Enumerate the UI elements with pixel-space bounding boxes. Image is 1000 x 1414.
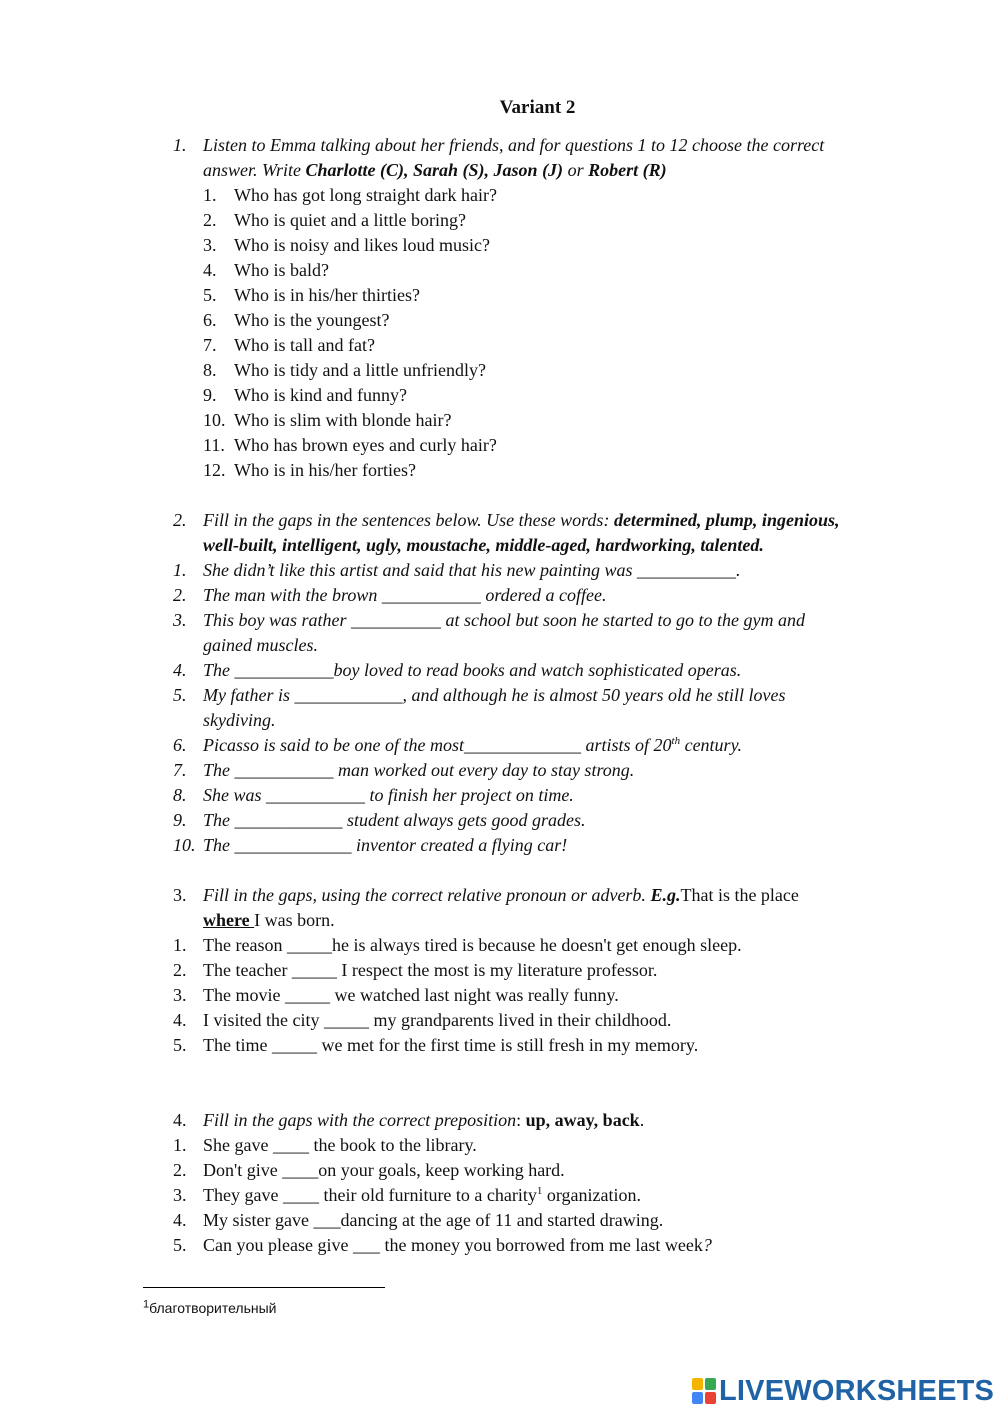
footnote-separator <box>143 1287 385 1288</box>
task-3-number: 3. <box>173 885 187 905</box>
sentence-number: 3. <box>173 1185 187 1205</box>
sentence-text: The _____________ inventor created a flying car! <box>203 835 568 855</box>
sentence-text: The teacher _____ I respect the most is my literature professor. <box>203 960 658 980</box>
footnote <box>143 1298 277 1318</box>
logo-square <box>692 1392 703 1404</box>
instruction-text: Fill in the gaps with the correct preposition <box>203 1110 517 1130</box>
sentence-text <box>203 1183 641 1208</box>
question-number: 7. <box>203 335 217 355</box>
task-4-number: 4. <box>173 1110 187 1130</box>
question-number: 5. <box>203 285 217 305</box>
sentence-number: 4. <box>173 1210 187 1230</box>
sentence-text: The ___________boy loved to read books and watch sophisticated operas. <box>203 660 742 680</box>
question-number: 12. <box>203 460 226 480</box>
sentence-text-continued: gained muscles. <box>203 635 318 655</box>
question-text: Who has got long straight dark hair? <box>234 185 497 205</box>
sentence-text: The ____________ student always gets good grades. <box>203 810 586 830</box>
sentence-number: 6. <box>173 735 187 755</box>
answer-option-robert: Robert (R) <box>588 160 667 180</box>
question-number: 3. <box>203 235 217 255</box>
word-bank: up, away, back <box>525 1110 640 1130</box>
question-number: 10. <box>203 410 226 430</box>
sentence-number: 4. <box>173 660 187 680</box>
task-3-example-line2 <box>203 908 335 933</box>
sentence-number: 5. <box>173 685 187 705</box>
logo-text: LIVEWORKSHEETS <box>719 1374 995 1407</box>
sentence-end-mark: ? <box>702 1235 712 1255</box>
sentence-text: The movie _____ we watched last night was really funny. <box>203 985 619 1005</box>
sentence-number: 8. <box>173 785 187 805</box>
sentence-text: My father is ____________, and although he is almost 50 years old he still loves <box>203 685 786 705</box>
sentence-number: 2. <box>173 960 187 980</box>
sentence-number: 1. <box>173 935 187 955</box>
question-number: 9. <box>203 385 217 405</box>
sentence-text-continued: skydiving. <box>203 710 276 730</box>
sentence-text: She was ___________ to finish her project on time. <box>203 785 574 805</box>
sentence-text-part: My sister gave ___dancing at the age of 11 and started drawing. <box>203 1210 664 1230</box>
sentence-text: The ___________ man worked out every day to stay strong. <box>203 760 635 780</box>
sentence-text <box>203 1133 477 1158</box>
example-answer: where <box>203 910 255 930</box>
question-text: Who is in his/her thirties? <box>234 285 420 305</box>
sentence-text: This boy was rather __________ at school but soon he started to go to the gym and <box>203 610 805 630</box>
sentence-text <box>203 733 742 758</box>
instruction-colon: : <box>516 1110 526 1130</box>
logo-square <box>705 1392 716 1404</box>
example-text: That is the place <box>680 885 799 905</box>
instruction-text: Fill in the gaps in the sentences below. Use these words: <box>203 510 614 530</box>
sentence-number: 3. <box>173 610 187 630</box>
sentence-text: She didn’t like this artist and said that his new painting was ___________. <box>203 560 741 580</box>
sentence-number: 3. <box>173 985 187 1005</box>
sentence-text-part: They gave ____ their old furniture to a charity <box>203 1185 537 1205</box>
sentence-number: 5. <box>173 1035 187 1055</box>
sentence-number: 4. <box>173 1010 187 1030</box>
instruction-text: or <box>563 160 589 180</box>
sentence-text-part: century. <box>680 735 743 755</box>
question-text: Who is bald? <box>234 260 329 280</box>
sentence-text-part: Picasso is said to be one of the most_____________ artists of 20 <box>203 735 672 755</box>
sentence-number: 9. <box>173 810 187 830</box>
task-3-instruction <box>203 883 799 908</box>
page-title: Variant 2 <box>499 97 576 118</box>
sentence-number: 1. <box>173 1135 187 1155</box>
task-1-number: 1. <box>173 135 187 155</box>
word-bank: determined, plump, ingenious, <box>613 510 840 530</box>
question-text: Who is in his/her forties? <box>234 460 416 480</box>
footnote-reference: 1 <box>536 1185 543 1197</box>
question-number: 8. <box>203 360 217 380</box>
sentence-number: 1. <box>173 560 187 580</box>
question-text: Who is the youngest? <box>234 310 390 330</box>
footnote-text: благотворительный <box>149 1300 277 1316</box>
task-1-instruction: Listen to Emma talking about her friends, and for questions 1 to 12 choose the correct <box>203 135 825 155</box>
sentence-text-part: Don't give ____on your goals, keep working hard. <box>203 1160 565 1180</box>
question-number: 6. <box>203 310 217 330</box>
answer-options: Charlotte (C), Sarah (S), Jason (J) <box>305 160 564 180</box>
task-1-instruction-line2 <box>203 158 667 183</box>
sentence-text <box>203 1208 663 1233</box>
question-number: 11. <box>203 435 225 455</box>
instruction-text: Fill in the gaps, using the correct relative pronoun or adverb. <box>203 885 651 905</box>
sentence-number: 2. <box>173 585 187 605</box>
sentence-number: 10. <box>173 835 196 855</box>
question-number: 4. <box>203 260 217 280</box>
liveworksheets-logo <box>692 1374 994 1408</box>
liveworksheets-logo-icon <box>692 1378 716 1404</box>
sentence-text: The time _____ we met for the first time is still fresh in my memory. <box>203 1035 699 1055</box>
task-2-number: 2. <box>173 510 187 530</box>
question-text: Who is noisy and likes loud music? <box>234 235 490 255</box>
question-number: 1. <box>203 185 217 205</box>
question-text: Who is quiet and a little boring? <box>234 210 466 230</box>
sentence-text-part: Can you please give ___ the money you borrowed from me last week <box>203 1235 703 1255</box>
example-text: I was born. <box>254 910 335 930</box>
sentence-number: 5. <box>173 1235 187 1255</box>
question-text: Who is tidy and a little unfriendly? <box>234 360 486 380</box>
question-text: Who is slim with blonde hair? <box>234 410 452 430</box>
question-text: Who has brown eyes and curly hair? <box>234 435 497 455</box>
superscript: th <box>671 735 681 747</box>
instruction-period: . <box>639 1110 645 1130</box>
question-text: Who is tall and fat? <box>234 335 375 355</box>
sentence-text: I visited the city _____ my grandparents lived in their childhood. <box>203 1010 672 1030</box>
question-number: 2. <box>203 210 217 230</box>
sentence-text <box>203 1233 712 1258</box>
sentence-text: The reason _____he is always tired is because he doesn't get enough sleep. <box>203 935 742 955</box>
instruction-text: answer. Write <box>203 160 306 180</box>
task-2-instruction <box>203 508 839 533</box>
sentence-text <box>203 1158 565 1183</box>
task-4-instruction <box>203 1108 644 1133</box>
footnote-mark: 1 <box>143 1298 150 1311</box>
example-label: E.g. <box>650 885 681 905</box>
sentence-number: 7. <box>173 760 187 780</box>
logo-square <box>705 1378 716 1390</box>
question-text: Who is kind and funny? <box>234 385 407 405</box>
sentence-text-part: She gave ____ the book to the library. <box>203 1135 477 1155</box>
sentence-number: 2. <box>173 1160 187 1180</box>
word-bank-line2: well-built, intelligent, ugly, moustache, middle-aged, hardworking, talented. <box>203 535 764 555</box>
sentence-text-part: organization. <box>542 1185 642 1205</box>
sentence-text: The man with the brown ___________ ordered a coffee. <box>203 585 607 605</box>
logo-square <box>692 1378 703 1390</box>
